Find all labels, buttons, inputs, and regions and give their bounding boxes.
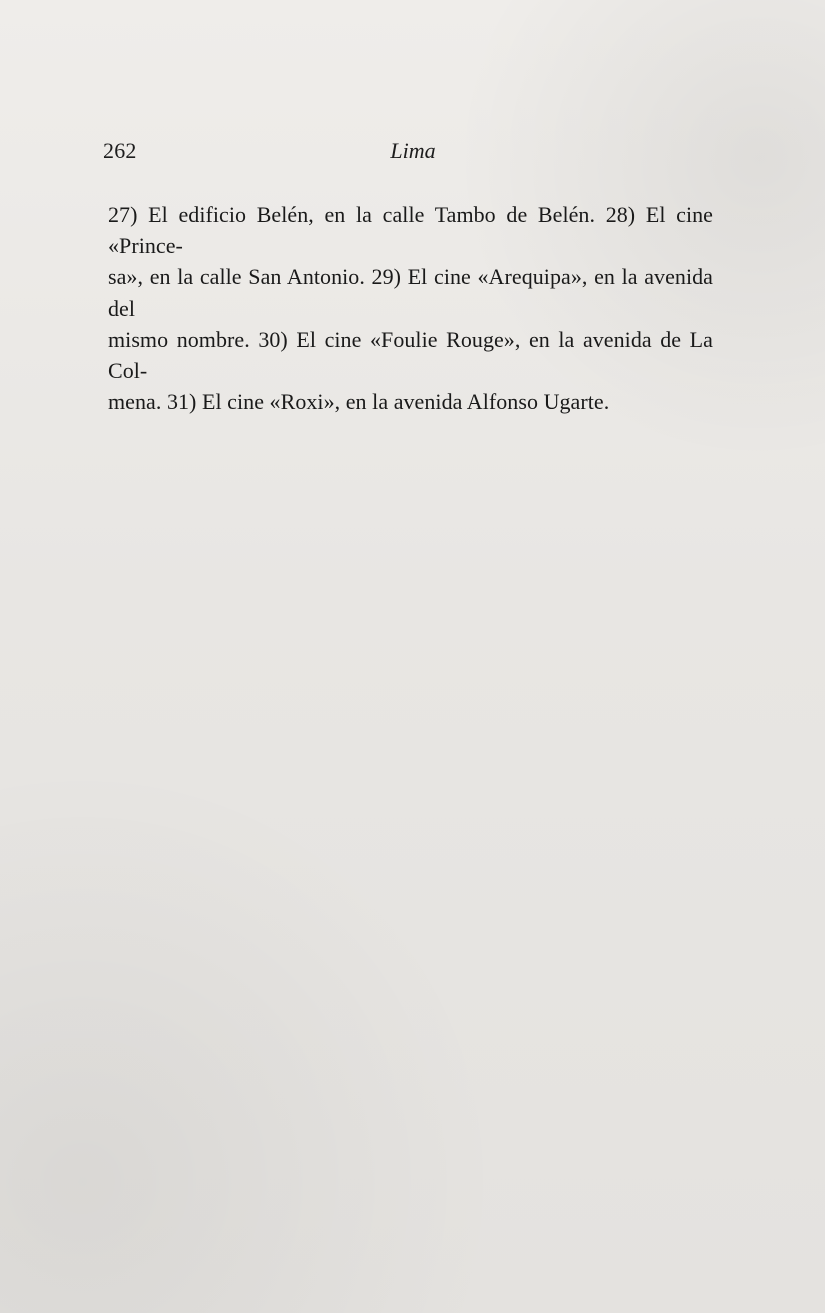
text-line: sa», en la calle San Antonio. 29) El cine «Arequipa», en la avenida del <box>108 264 713 321</box>
body-paragraph <box>108 199 713 417</box>
text-line: 27) El edificio Belén, en la calle Tambo de Belén. 28) El cine «Prince- <box>108 202 713 259</box>
running-head: Lima <box>390 138 436 163</box>
page-header <box>103 136 723 166</box>
page-number: 262 <box>103 138 137 163</box>
text-line: mena. 31) El cine «Roxi», en la avenida Alfonso Ugarte. <box>108 389 610 415</box>
show-through-text <box>118 190 730 198</box>
text-line: mismo nombre. 30) El cine «Foulie Rouge», en la avenida de La Col- <box>108 326 713 384</box>
